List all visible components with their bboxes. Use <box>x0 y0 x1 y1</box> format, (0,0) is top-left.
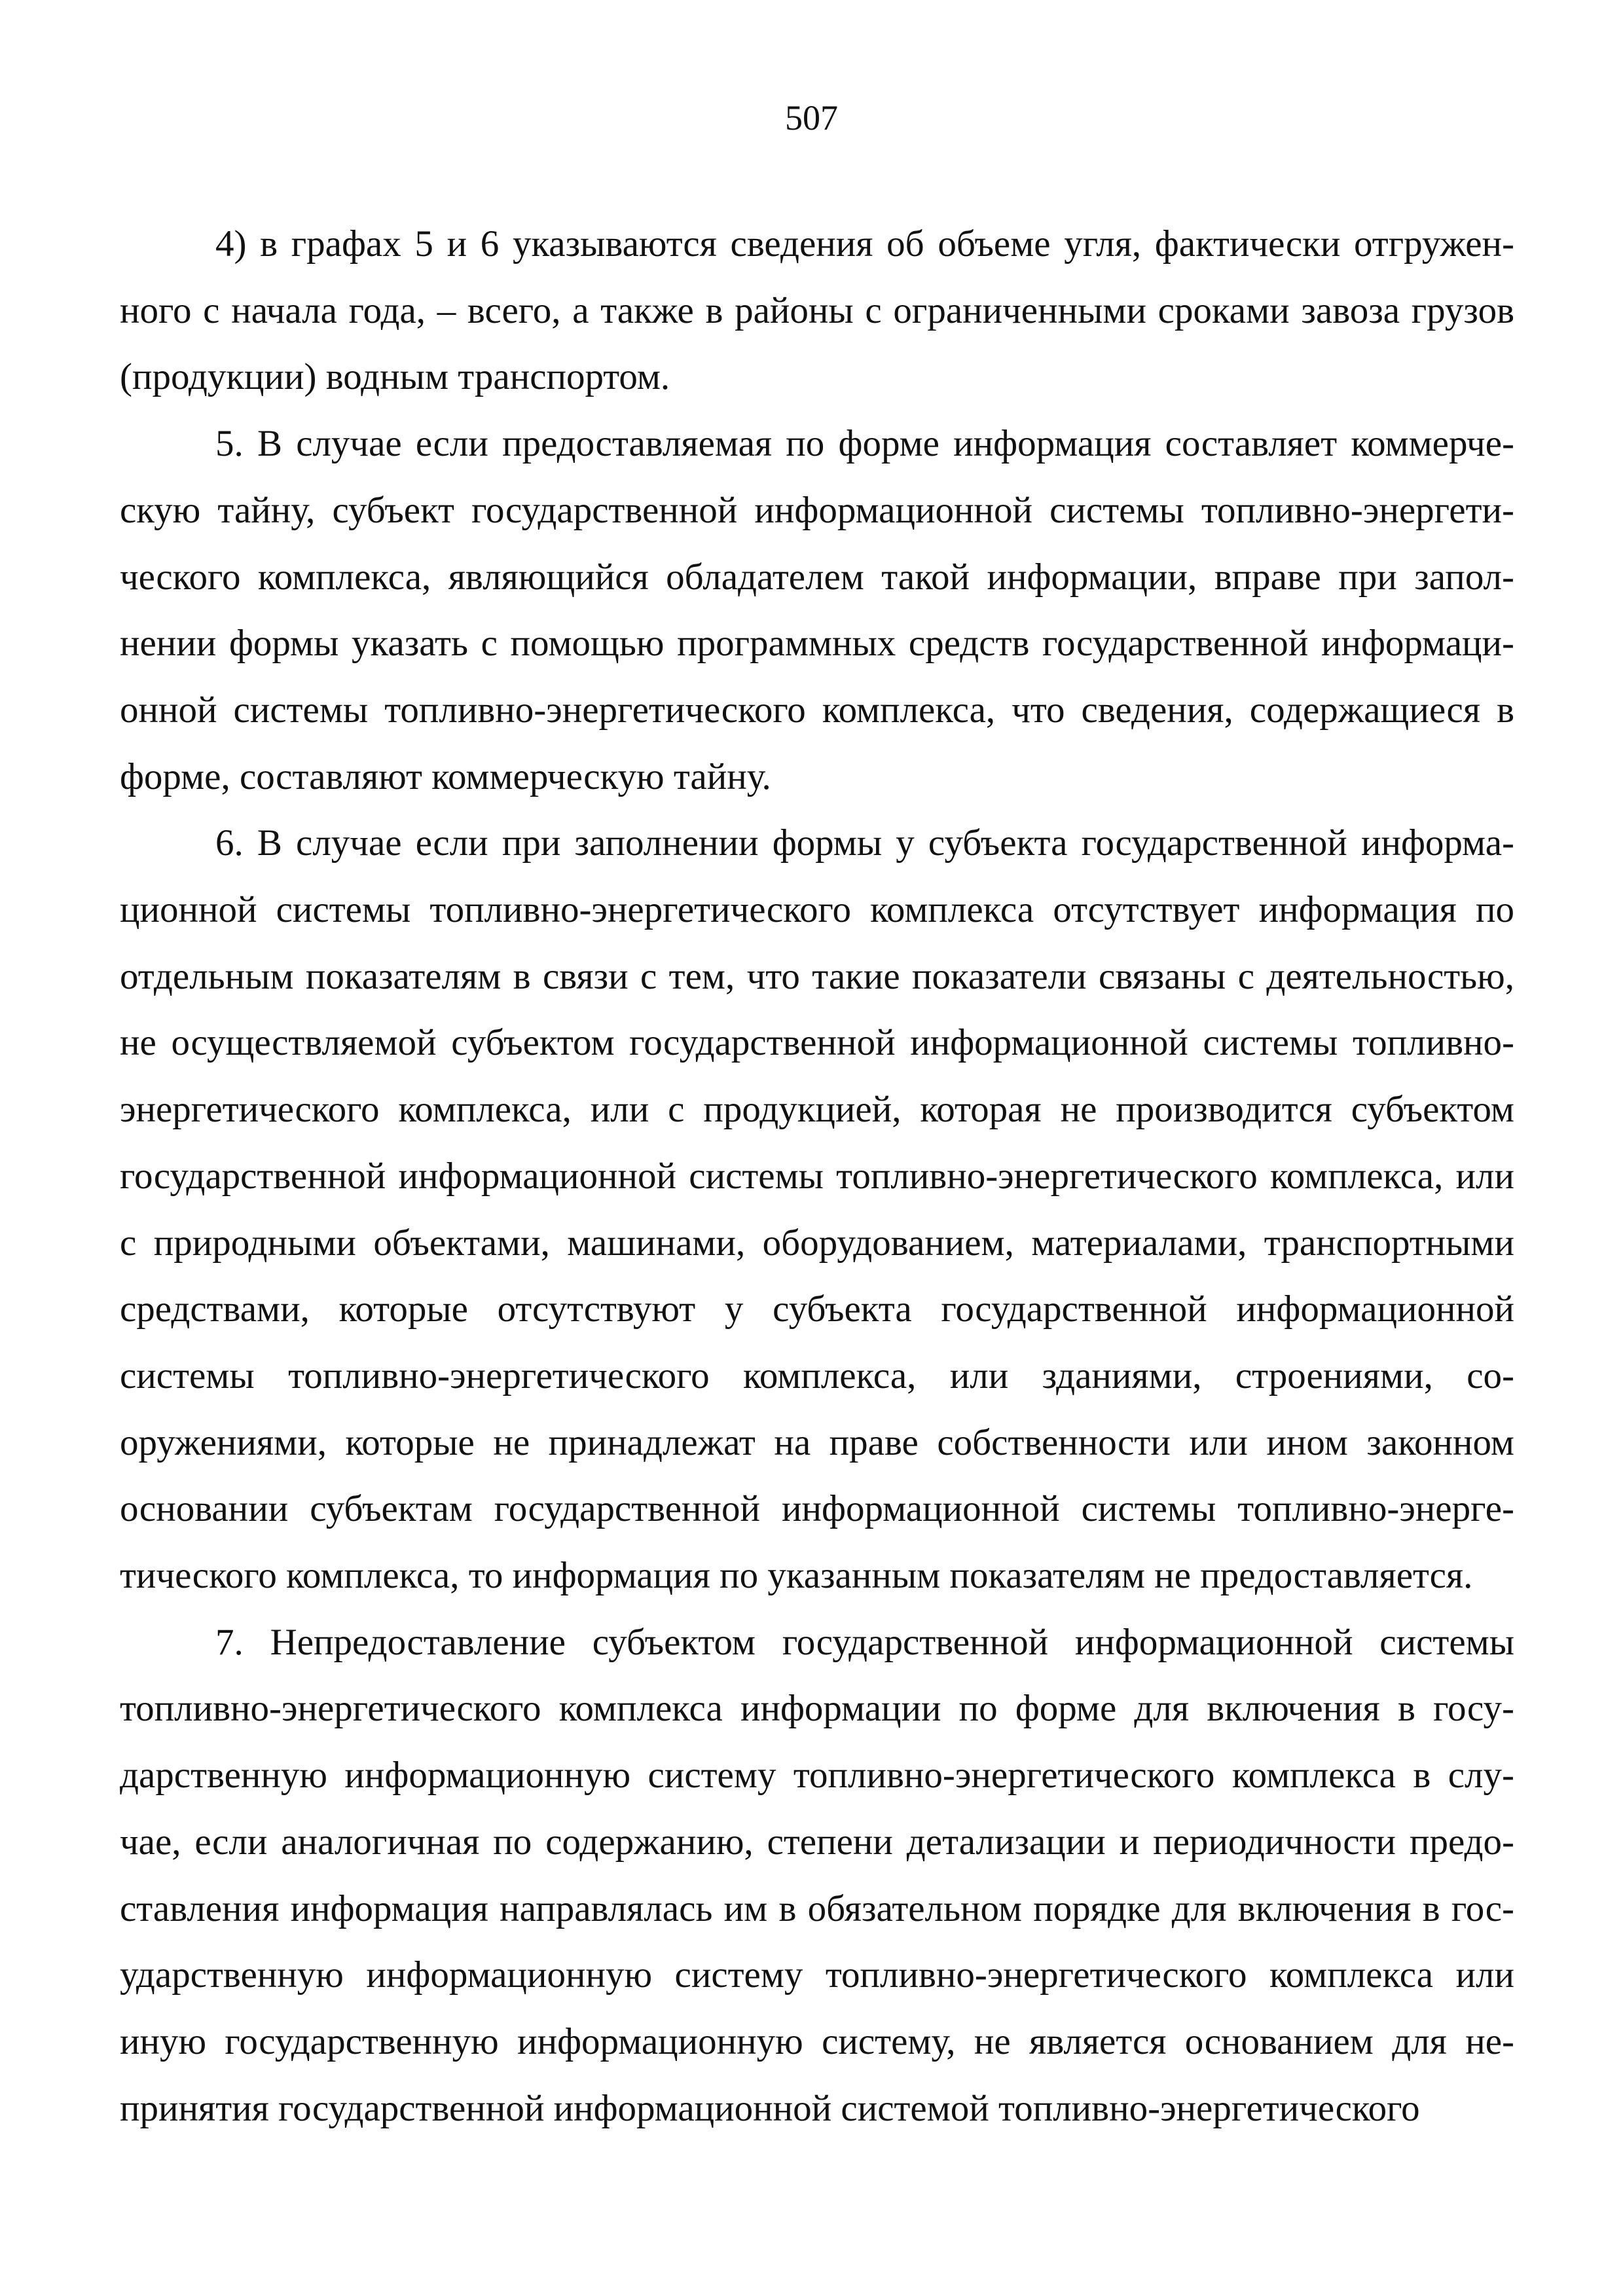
paragraph-clause-7: 7. Непредоставление субъектом государственной информационной системы топливно-энергетического комплекса информации по форме для включения в государственную информационную систему топливно-энергетического комплекса в случае, если аналогичная по содержанию, степени детализации и периодичности предоставления информация направлялась им в обязательном порядке для включения в государственную информационную систему топливно-энергетического комплекса или иную государственную информационную систему, не является основанием для непринятия государственной информационной системой топливно-энергетического <box>120 1621 1514 2129</box>
paragraph-clause-6: 6. В случае если при заполнении формы у субъекта государственной информационной системы топливно-энергетического комплекса отсутствует информация по отдельным показателям в связи с тем, что такие показатели связаны с деятельностью, не осуществляемой субъектом государственной информационной системы топливно-энергетического комплекса, или с продукцией, которая не производится субъектом государственной информационной системы топливно-энергетического комплекса, или с природными объектами, машинами, оборудованием, материалами, транспортными средствами, которые отсутствуют у субъекта государственной информационной системы топливно-энергетического комплекса, или зданиями, строениями, сооружениями, которые не принадлежат на праве собственности или ином законном основании субъектам государственной информационной системы топливно-энергетического комплекса, то информация по указанным показателям не предоставляется. <box>120 822 1514 1597</box>
page-number: 507 <box>785 98 838 137</box>
body-text <box>120 211 1514 2141</box>
paragraph-item-4: 4) в графах 5 и 6 указываются сведения об объеме угля, фактически отгруженного с начала года, – всего, а также в районы с ограниченными сроками завоза грузов (продукции) водным транспортом. <box>120 223 1514 398</box>
paragraph-clause-5: 5. В случае если предоставляемая по форме информация составляет коммерческую тайну, субъект государственной информационной системы топливно-энергетического комплекса, являющийся обладателем такой информации, вправе при заполнении формы указать с помощью программных средств государственной информационной системы топливно-энергетического комплекса, что сведения, содержащиеся в форме, составляют коммерческую тайну. <box>120 423 1514 797</box>
